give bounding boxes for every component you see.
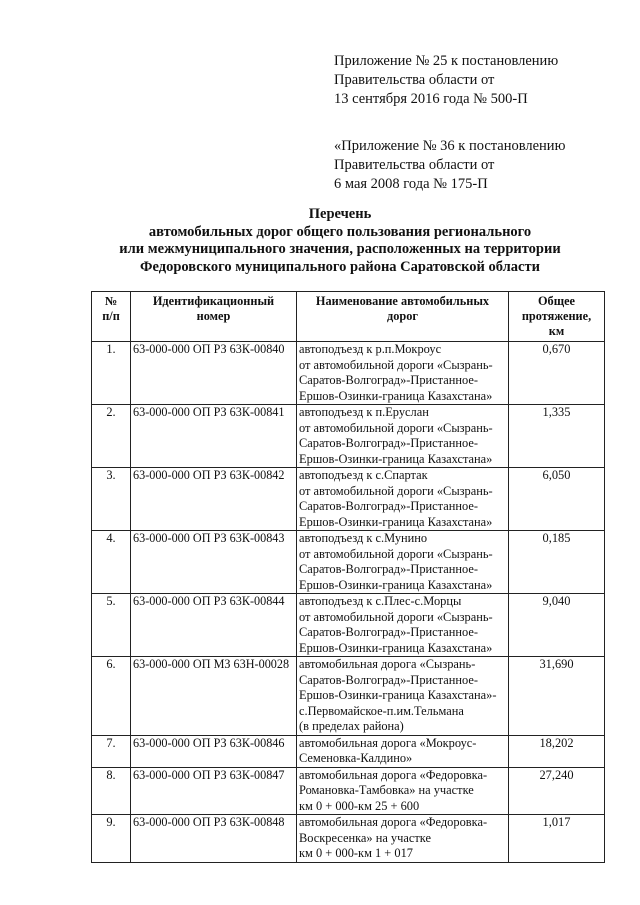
road-name-line: Ершов-Озинки-граница Казахстана»- (299, 688, 497, 702)
header-length-line: км (548, 324, 565, 338)
table-header-row (92, 292, 605, 342)
cell-road-name (297, 594, 509, 657)
header-ident-line: Идентификационный (152, 294, 275, 308)
road-name-line: с.Первомайское-п.им.Тельмана (299, 703, 464, 718)
cell-num: 2. (92, 405, 131, 468)
cell-length: 6,050 (509, 468, 605, 531)
road-name-line: (в пределах района) (299, 719, 404, 733)
road-name-line: автомобильная дорога «Мокроус- (299, 735, 477, 750)
document-title (40, 206, 640, 276)
table-row (92, 342, 605, 405)
cell-road-name (297, 815, 509, 863)
title-line: Федоровского муниципального района Саратовской области (140, 258, 540, 275)
road-name-line: автомобильная дорога «Федоровка- (299, 815, 488, 829)
cell-length: 27,240 (509, 767, 605, 815)
table-row (92, 815, 605, 863)
cell-num: 4. (92, 531, 131, 594)
cell-ident: 63-000-000 ОП РЗ 63К-00847 (131, 767, 297, 815)
road-name-line: автомобильная дорога «Федоровка- (299, 767, 488, 782)
appendix-header-line: Правительства области от (334, 72, 495, 88)
cell-length: 1,335 (509, 405, 605, 468)
road-name-line: Ершов-Озинки-граница Казахстана» (299, 451, 493, 466)
cell-road-name (297, 531, 509, 594)
title-line: или межмуниципального значения, расположенных на территории (119, 241, 561, 257)
road-name-line: автоподъезд к с.Спартак (299, 468, 428, 482)
road-name-line: Саратов-Волгоград»-Пристанное- (299, 436, 478, 450)
appendix-header-line: Приложение № 25 к постановлению (334, 53, 559, 69)
roads-table (91, 291, 605, 863)
table-body (92, 342, 605, 863)
cell-num: 5. (92, 594, 131, 657)
table-row (92, 468, 605, 531)
cell-road-name (297, 468, 509, 531)
header-num-line: № (104, 294, 118, 308)
road-name-line: Саратов-Волгоград»-Пристанное- (299, 373, 478, 387)
road-name-line: автоподъезд к р.п.Мокроус (299, 342, 442, 356)
road-name-line: от автомобильной дороги «Сызрань- (299, 420, 493, 435)
header-name (297, 292, 509, 342)
cell-ident: 63-000-000 ОП РЗ 63К-00844 (131, 594, 297, 657)
road-name-line: автоподъезд к п.Еруслан (299, 405, 429, 419)
appendix-header-current (334, 52, 634, 109)
road-name-line: Семеновка-Калдино» (299, 751, 413, 765)
cell-length: 9,040 (509, 594, 605, 657)
cell-num: 7. (92, 735, 131, 767)
cell-length: 31,690 (509, 657, 605, 736)
cell-length: 0,185 (509, 531, 605, 594)
header-ident-line: номер (196, 309, 231, 323)
cell-num: 1. (92, 342, 131, 405)
appendix-header-original (334, 137, 634, 194)
header-num-line: п/п (102, 309, 120, 323)
cell-num: 6. (92, 657, 131, 736)
table-row (92, 735, 605, 767)
road-name-line: Ершов-Озинки-граница Казахстана» (299, 514, 493, 529)
road-name-line: от автомобильной дороги «Сызрань- (299, 609, 493, 624)
road-name-line: от автомобильной дороги «Сызрань- (299, 357, 493, 372)
appendix-header-line: 13 сентября 2016 года № 500-П (334, 91, 528, 107)
road-name-line: Саратов-Волгоград»-Пристанное- (299, 672, 478, 687)
header-name-line: Наименование автомобильных (315, 294, 490, 308)
cell-ident: 63-000-000 ОП РЗ 63К-00841 (131, 405, 297, 468)
cell-road-name (297, 342, 509, 405)
cell-length: 0,670 (509, 342, 605, 405)
header-ident (131, 292, 297, 342)
road-name-line: Воскресенка» на участке (299, 830, 431, 845)
cell-road-name (297, 657, 509, 736)
table-row (92, 405, 605, 468)
road-name-line: км 0 + 000-км 25 + 600 (299, 798, 420, 813)
header-length (509, 292, 605, 342)
road-name-line: автоподъезд к с.Мунино (299, 531, 428, 545)
road-name-line: Ершов-Озинки-граница Казахстана» (299, 388, 493, 403)
header-num (92, 292, 131, 342)
header-name-line: дорог (387, 309, 418, 323)
title-line: автомобильных дорог общего пользования регионального (148, 223, 532, 240)
appendix-header-line: «Приложение № 36 к постановлению (334, 138, 566, 154)
road-name-line: Саратов-Волгоград»-Пристанное- (299, 499, 478, 513)
cell-ident: 63-000-000 ОП РЗ 63К-00846 (131, 735, 297, 767)
title-line: Перечень (308, 206, 372, 222)
table-row (92, 594, 605, 657)
road-name-line: км 0 + 000-км 1 + 017 (299, 846, 413, 860)
cell-length: 18,202 (509, 735, 605, 767)
cell-ident: 63-000-000 ОП РЗ 63К-00843 (131, 531, 297, 594)
table-row (92, 657, 605, 736)
road-name-line: от автомобильной дороги «Сызрань- (299, 483, 493, 498)
road-name-line: автоподъезд к с.Плес-с.Морцы (299, 594, 462, 608)
road-name-line: Ершов-Озинки-граница Казахстана» (299, 577, 493, 592)
cell-ident: 63-000-000 ОП МЗ 63Н-00028 (131, 657, 297, 736)
header-length-line: протяжение, (521, 309, 592, 323)
cell-num: 8. (92, 767, 131, 815)
cell-ident: 63-000-000 ОП РЗ 63К-00842 (131, 468, 297, 531)
header-length-line: Общее (537, 294, 575, 308)
cell-length: 1,017 (509, 815, 605, 863)
cell-ident: 63-000-000 ОП РЗ 63К-00848 (131, 815, 297, 863)
cell-road-name (297, 405, 509, 468)
cell-road-name (297, 735, 509, 767)
road-name-line: Саратов-Волгоград»-Пристанное- (299, 625, 478, 639)
road-name-line: Романовка-Тамбовка» на участке (299, 783, 474, 797)
appendix-header-line: Правительства области от (334, 157, 495, 173)
road-name-line: от автомобильной дороги «Сызрань- (299, 546, 493, 561)
appendix-header-line: 6 мая 2008 года № 175-П (334, 176, 488, 192)
cell-ident: 63-000-000 ОП РЗ 63К-00840 (131, 342, 297, 405)
road-name-line: Саратов-Волгоград»-Пристанное- (299, 562, 478, 576)
road-name-line: автомобильная дорога «Сызрань- (299, 657, 476, 671)
cell-road-name (297, 767, 509, 815)
cell-num: 3. (92, 468, 131, 531)
table-row (92, 767, 605, 815)
road-name-line: Ершов-Озинки-граница Казахстана» (299, 640, 493, 655)
table-row (92, 531, 605, 594)
cell-num: 9. (92, 815, 131, 863)
